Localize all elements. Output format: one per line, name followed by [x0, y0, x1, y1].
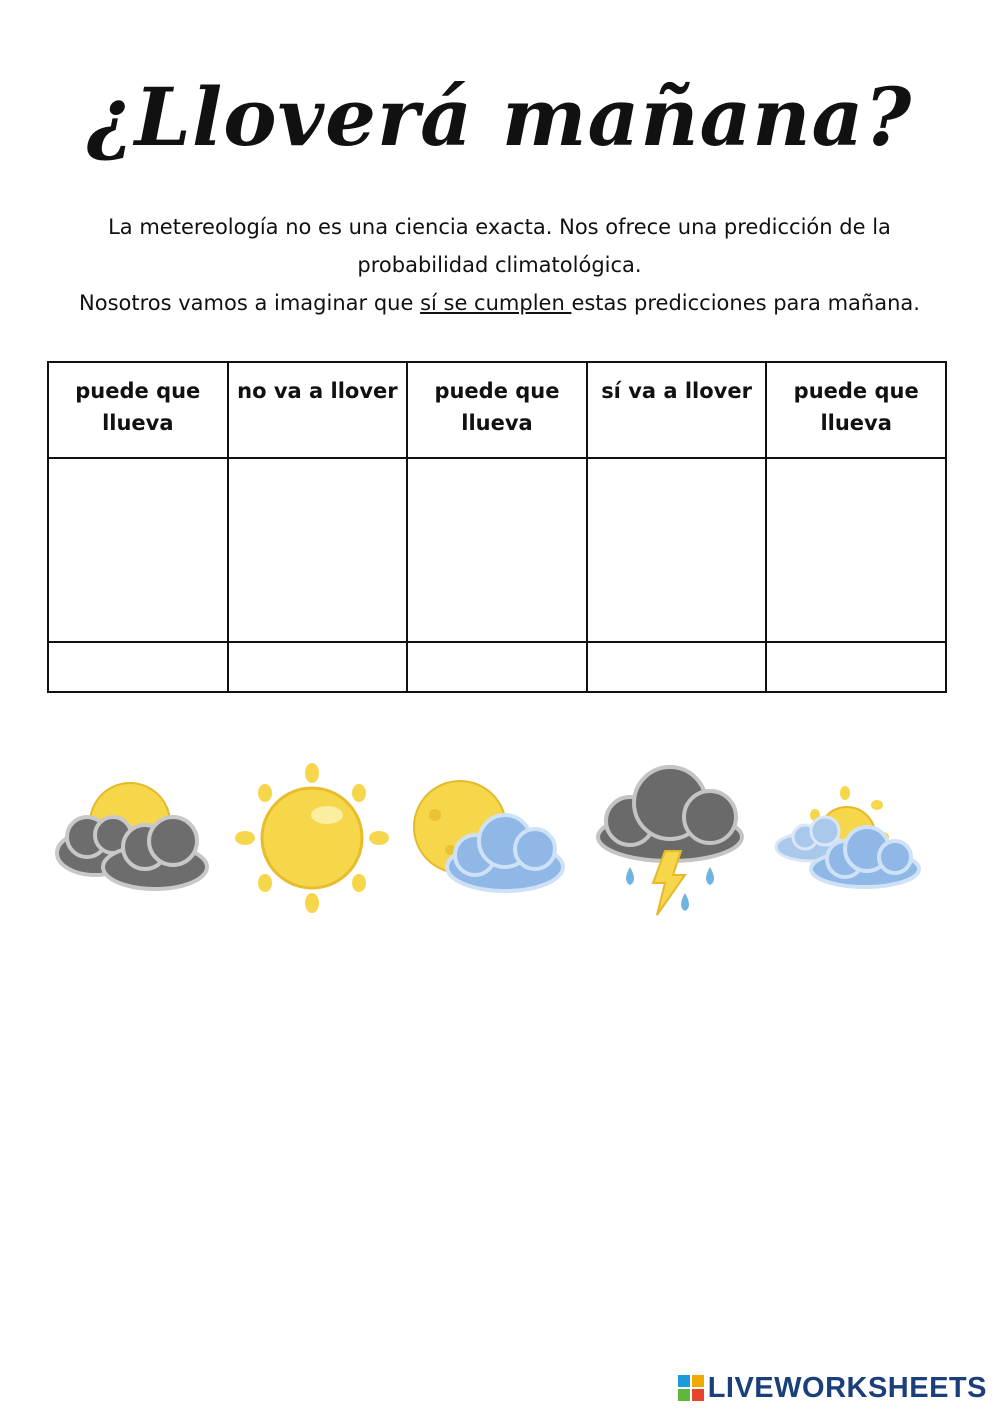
page-title: ¿Lloverá mañana?	[86, 70, 913, 164]
header-cell-4: sí va a llover	[587, 362, 767, 458]
answer-cell-1[interactable]	[48, 642, 228, 692]
answer-cell-4[interactable]	[587, 642, 767, 692]
drop-zone-2[interactable]	[228, 458, 408, 642]
answer-cell-5[interactable]	[766, 642, 946, 692]
answer-cell-3[interactable]	[407, 642, 587, 692]
drop-zone-3[interactable]	[407, 458, 587, 642]
drop-zone-4[interactable]	[587, 458, 767, 642]
answer-row	[48, 642, 946, 692]
header-cell-2: no va a llover	[228, 362, 408, 458]
thunderstorm-rain-icon[interactable]	[585, 755, 755, 925]
liveworksheets-watermark	[678, 1371, 987, 1405]
intro-line-3-start: Nosotros vamos a imaginar que	[79, 291, 421, 315]
sun-icon[interactable]	[227, 755, 397, 925]
header-cell-5: puede que llueva	[766, 362, 946, 458]
answer-cell-2[interactable]	[228, 642, 408, 692]
intro-text	[40, 208, 959, 322]
header-cell-3: puede que llueva	[407, 362, 587, 458]
prediction-table	[47, 361, 947, 693]
sun-cloud-icon[interactable]	[765, 755, 935, 925]
table-header-row	[48, 362, 946, 458]
intro-line-2: probabilidad climatológica.	[357, 253, 642, 277]
drop-zone-5[interactable]	[766, 458, 946, 642]
icon-drop-row	[48, 458, 946, 642]
intro-line-1: La metereología no es una ciencia exacta. Nos ofrece una predicción de la	[108, 215, 891, 239]
moon-cloud-icon[interactable]	[405, 755, 575, 925]
weather-icons	[0, 755, 999, 925]
intro-underlined-text: sí se cumplen	[420, 291, 572, 315]
header-cell-1: puede que llueva	[48, 362, 228, 458]
intro-line-3	[40, 284, 959, 322]
watermark-text: LIVEWORKSHEETS	[707, 1371, 987, 1404]
cloudy-night-icon[interactable]	[45, 755, 215, 925]
liveworksheets-logo-icon	[678, 1375, 704, 1401]
intro-line-3-end: estas predicciones para mañana.	[571, 291, 920, 315]
drop-zone-1[interactable]	[48, 458, 228, 642]
